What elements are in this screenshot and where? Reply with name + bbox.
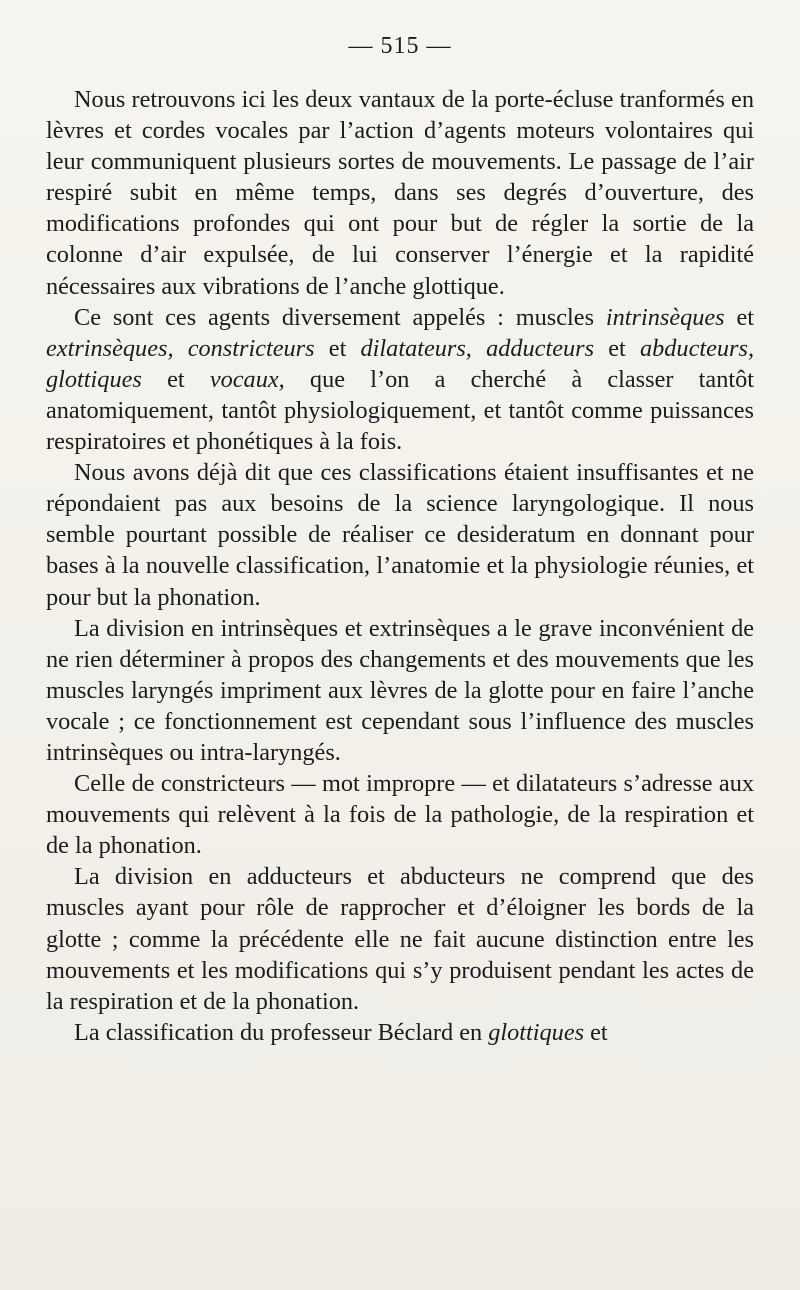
term-glottiques: glottiques — [488, 1018, 585, 1046]
paragraph-2-text: et — [141, 365, 210, 393]
paragraph-2-text: et — [314, 334, 361, 362]
paragraph-2-text: Ce sont ces agents diversement appelés : muscles — [74, 303, 606, 331]
body-text — [46, 84, 754, 1048]
term-extrinseques-constricteurs: extrinsèques, constricteurs — [46, 334, 315, 362]
paragraph-1: Nous retrouvons ici les deux vantaux de la porte-écluse tranformés en lèvres et cordes vocales par l’action d’agents moteurs volontaires qui leur communiquent plusieurs sortes de mouvements. Le passage de l’air respiré subit en même temps, dans ses degrés d’ouverture, des modifications profondes qui ont pour but de régler la sortie de la colonne d’air expulsée, de lui conserver l’énergie et la rapidité nécessaires aux vibrations de l’anche glottique. — [46, 86, 754, 300]
term-dilatateurs-adducteurs: dilatateurs, adducteurs — [360, 334, 595, 362]
term-abducteurs-glottiques: abducteurs, glottiques — [46, 334, 755, 393]
term-vocaux: vocaux, — [209, 365, 285, 393]
paragraph-2-text: et — [594, 334, 640, 362]
paragraph-2 — [46, 302, 754, 457]
paragraph-2-text: que l’on a cherché à classer tantôt anatomiquement, tantôt physiologiquement, et tantôt comme puissances respiratoires et phonétiques à la fois. — [46, 365, 754, 456]
paragraph-3: Nous avons déjà dit que ces classifications étaient insuffisantes et ne répondaient pas aux besoins de la science laryngologique. Il nous semble pourtant possible de réaliser ce desideratum en donnant pour bases à la nouvelle classification, l’anatomie et la physiologie réunies, et pour but la phonation. — [46, 459, 754, 611]
term-intrinseques: intrinsèques — [605, 303, 725, 331]
paragraph-7-text: La classification du professeur Béclard en — [74, 1018, 489, 1046]
paragraph-2-text: et — [724, 303, 755, 331]
page-number: — 515 — — [348, 33, 452, 59]
paragraph-5: Celle de constricteurs — mot impropre — et dilatateurs s’adresse aux mouvements qui relèvent à la fois de la pathologie, de la respiration et de la phonation. — [46, 770, 754, 860]
paragraph-4: La division en intrinsèques et extrinsèques a le grave inconvénient de ne rien déterminer à propos des changements et des mouvements que les muscles laryngés impriment aux lèvres de la glotte pour en faire l’anche vocale ; ce fonctionnement est cependant sous l’influence des muscles intrinsèques ou intra-laryngés. — [46, 614, 754, 766]
paragraph-7-text: et — [584, 1018, 608, 1046]
paragraph-7 — [46, 1017, 754, 1048]
paragraph-6: La division en adducteurs et abducteurs ne comprend que des muscles ayant pour rôle de rapprocher et d’éloigner les bords de la glotte ; comme la précédente elle ne fait aucune distinction entre les mouvements et les modifications qui s’y produisent pendant les actes de la respiration et de la phonation. — [46, 863, 754, 1015]
